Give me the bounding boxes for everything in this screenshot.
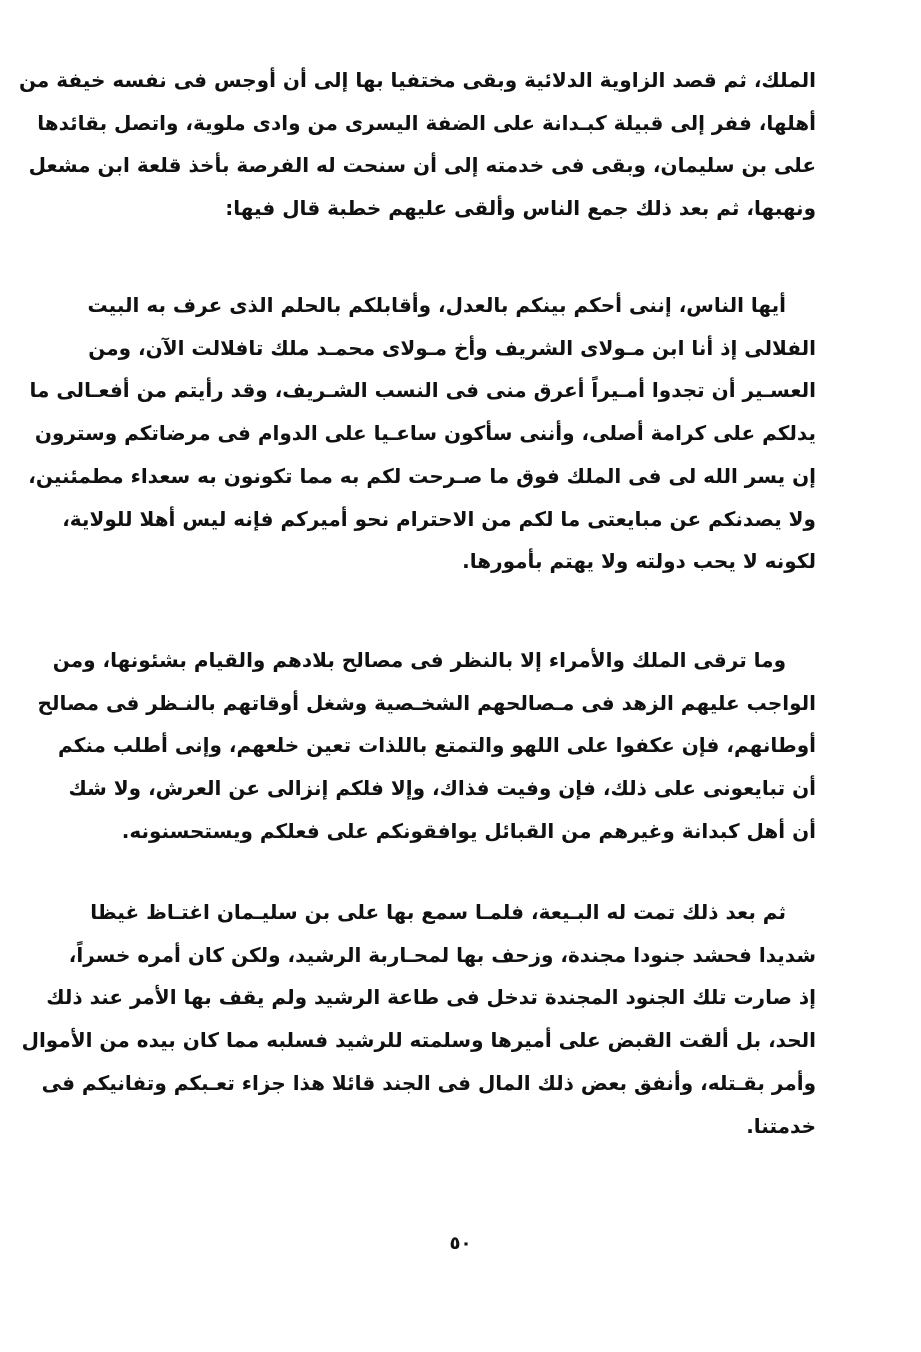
text-line: شديدا فحشد جنودا مجندة، وزحف بها لمحـاربة الرشيد، ولكن كان أمره خسراً،: [68, 942, 816, 967]
text-line: العسـير أن تجدوا أمـيراً أعرق منى فى النسب الشـريف، وقد رأيتم من أفعـالى ما: [29, 378, 816, 403]
text-line: على بن سليمان، وبقى فى خدمته إلى أن سنحت له الفرصة بأخذ قلعة ابن مشعل: [28, 153, 816, 178]
text-line: ثم بعد ذلك تمت له البـيعة، فلمـا سمع بها على بن سليـمان اغتـاظ غيظا: [90, 900, 786, 924]
text-line: الحد، بل ألقت القبض على أميرها وسلمته للرشيد فسلبه مما كان بيده من الأموال: [21, 1028, 816, 1053]
text-line: أن أهل كبدانة وغيرهم من القبائل يوافقونكم على فعلكم ويستحسنونه.: [121, 818, 816, 843]
text-line: خدمتنا.: [746, 1113, 816, 1138]
text-line: الملك، ثم قصد الزاوية الدلائية وبقى مختفيا بها إلى أن أوجس فى نفسه خيفة من: [18, 68, 816, 92]
text-line: وأمر بقـتله، وأنفق بعض ذلك المال فى الجند قائلا هذا جزاء تعـبكم وتفانيكم فى: [41, 1070, 816, 1095]
text-line: الفلالى إذ أنا ابن مـولاى الشريف وأخ مـولاى محمـد ملك تافلالت الآن، ومن: [88, 335, 816, 360]
page-number: ٥٠: [449, 1233, 472, 1254]
text-line: الواجب عليهم الزهد فى مـصالحهم الشخـصية وشغل أوقاتهم بالنـظر فى مصالح: [37, 690, 816, 715]
text-line: إن يسر الله لى فى الملك فوق ما صـرحت لكم به مما تكونون به سعداء مطمئنين،: [28, 463, 816, 488]
text-line: لكونه لا يحب دولته ولا يهتم بأمورها.: [462, 549, 816, 574]
text-line: وما ترقى الملك والأمراء إلا بالنظر فى مصالح بلادهم والقيام بشئونها، ومن: [52, 648, 786, 672]
text-line: أن تبايعونى على ذلك، فإن وفيت فذاك، وإلا فلكم إنزالى عن العرش، ولا شك: [68, 776, 816, 801]
text-line: أيها الناس، إننى أحكم بينكم بالعدل، وأقابلكم بالحلم الذى عرف به البيت: [87, 293, 786, 317]
text-line: إذ صارت تلك الجنود المجندة تدخل فى طاعة الرشيد ولم يقف بها الأمر عند ذلك: [46, 985, 816, 1010]
text-line: يدلكم على كرامة أصلى، وأننى سأكون ساعـيا على الدوام فى مرضاتكم وسترون: [34, 421, 816, 446]
text-line: ولا يصدنكم عن مبايعتى ما لكم من الاحترام نحو أميركم فإنه ليس أهلا للولاية،: [62, 506, 816, 531]
text-line: ونهبها، ثم بعد ذلك جمع الناس وألقى عليهم خطبة قال فيها:: [225, 196, 816, 221]
text-line: أهلها، ففر إلى قبيلة كبـدانة على الضفة اليسرى من وادى ملوية، واتصل بقائدها: [37, 110, 816, 135]
text-line: أوطانهم، فإن عكفوا على اللهو والتمتع باللذات تعين خلعهم، وإنى أطلب منكم: [58, 733, 816, 758]
